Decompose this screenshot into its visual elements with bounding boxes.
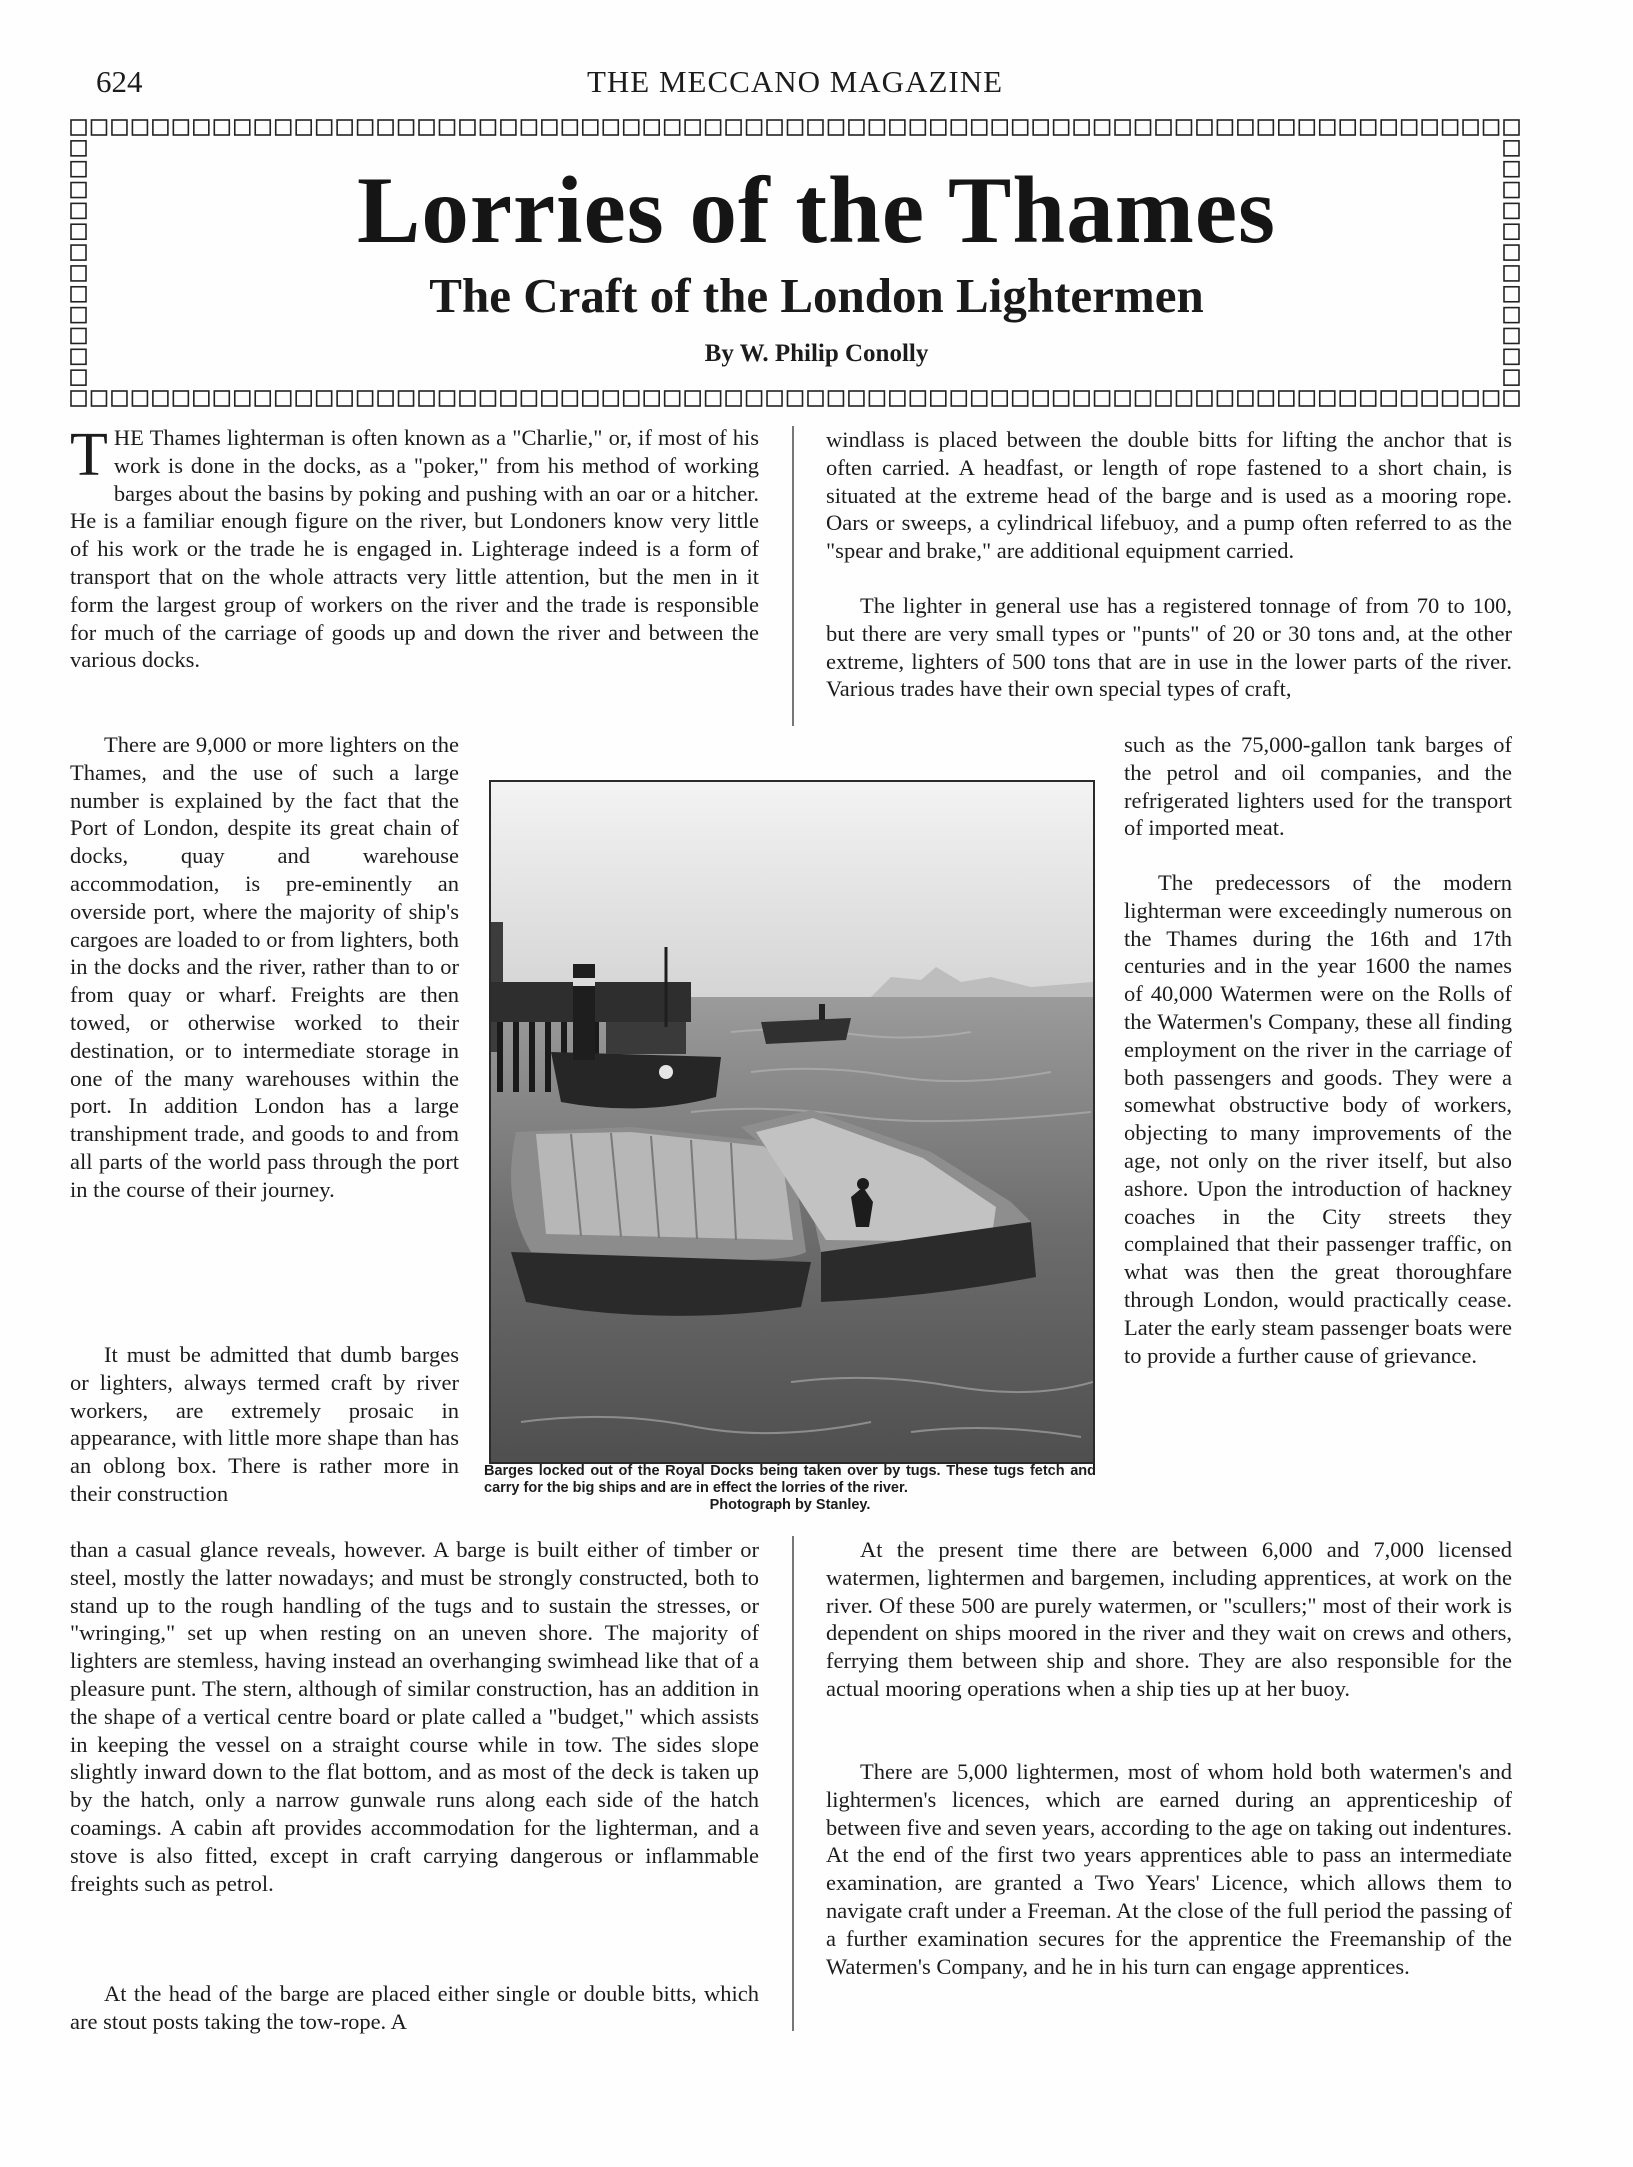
page-number: 624: [96, 64, 143, 99]
article-byline: By W. Philip Conolly: [704, 340, 929, 367]
photo-credit: Photograph by Stanley.: [709, 1497, 871, 1513]
magazine-name: THE MECCANO MAGAZINE: [586, 64, 1004, 99]
running-header: [70, 62, 1520, 102]
photo-caption: Barges locked out of the Royal Docks being taken over by tugs. These tugs fetch and carry for the big ships and are in effect the lorries of the river. Photograph by Stanley.: [484, 1463, 1096, 1513]
right-paragraph-3: The predecessors of the modern lighterman were exceedingly numerous on the Thames during the 16th and 17th centuries and in the year 1600 the names of 40,000 Watermen were on the Rolls of the Watermen's Company, these all finding employment on the river in the carriage of both passengers and goods. They were a somewhat obstructive body of workers, objecting to many improvements of the age, not only on the river itself, but also ashore. Upon the introduction of hackney coaches in the City streets they complained that their passenger traffic, on what was then the great thoroughfare through London, would practically cease. Later the early steam passenger boats were to provide a further cause of grievance.: [1124, 870, 1512, 1368]
drop-cap: T: [70, 421, 108, 489]
right-paragraph-2a: The lighter in general use has a registered tonnage of from 70 to 100, but there are very small types or "punts" of 20 or 30 tons and, at the other extreme, lighters of 500 tons that are in use in the lower parts of the river. Various trades have their own special types of craft,: [826, 593, 1512, 702]
column-rule-bottom: [792, 1536, 794, 2031]
column-rule-top: [792, 426, 794, 726]
barges-photograph: [489, 780, 1095, 1464]
article-title: Lorries of the Thames: [356, 157, 1276, 263]
right-paragraph-4: At the present time there are between 6,000 and 7,000 licensed watermen, lightermen and bargemen, including apprentices, at work on the river. Of these 500 are purely watermen, or "scullers;" most of their work is dependent on ships moored in the river and they wait on crews and others, ferrying them between ship and shore. They are also responsible for the actual mooring operations when a ship ties up at her buoy.: [826, 1537, 1512, 1701]
barges-and-tug-image: [491, 782, 1093, 1462]
article-subtitle: The Craft of the London Lightermen: [429, 268, 1204, 323]
left-paragraph-3a: It must be admitted that dumb barges or lighters, always termed craft by river workers, are extremely prosaic in appearance, with little more shape than has an oblong box. There is rather more in their construction: [70, 1342, 459, 1506]
right-paragraph-5: There are 5,000 lightermen, most of whom hold both watermen's and lightermen's licences, which are earned during an apprenticeship of between five and seven years, according to the age on taking out indentures. At the end of the first two years apprentices able to pass an intermediate examination, are granted a Two Years' Licence, which allows them to navigate craft under a Freeman. At the close of the full period the passing of a further examination secures for the apprentice the Freemanship of the Watermen's Company, and he in his turn can engage apprentices.: [826, 1759, 1513, 1979]
right-paragraph-2b: such as the 75,000-gallon tank barges of the petrol and oil companies, and the refrigerated lighters used for the transport of imported meat.: [1124, 732, 1512, 841]
left-paragraph-1: THE Thames lighterman is often known as a "Charlie," or, if most of his work is done in the docks, as a "poker," from his method of working barges about the basins by poking and pushing with an oar or a hitcher. He is a familiar enough figure on the river, but Londoners know very little of his work or the trade he is engaged in. Lighterage indeed is a form of transport that on the whole attracts very little attention, but the men in it form the largest group of workers on the river and the trade is responsible for much of the carriage of goods up and down the river and between the various docks.: [70, 421, 759, 673]
right-paragraph-1: windlass is placed between the double bitts for lifting the anchor that is often carried. A headfast, or length of rope fastened to a short chain, is situated at the extreme head of the barge and is used as a mooring rope. Oars or sweeps, a cylindrical lifebuoy, and a pump often referred to as the "spear and brake," are additional equipment carried.: [826, 427, 1512, 564]
left-paragraph-3b: than a casual glance reveals, however. A barge is built either of timber or steel, mostly the latter nowadays; and must be strongly constructed, both to stand up to the rough handling of the tugs and to sustain the stresses, or "wringing," set up when resting on an uneven shore. The majority of lighters are stemless, having instead an overhanging swimhead like that of a pleasure punt. The stern, although of similar construction, has an addition in the shape of a vertical centre board or plate called a "budget," which assists in keeping the vessel on a straight course while in tow. The sides slope slightly inward down to the flat bottom, and as most of the deck is taken up by the hatch, only a narrow gunwale runs along each side of the hatch coamings. A cabin aft provides accommodation for the lighterman, and a stove is also fitted, except in craft carrying dangerous or inflammable freights such as petrol.: [70, 1537, 759, 1896]
left-paragraph-2: There are 9,000 or more lighters on the Thames, and the use of such a large number is explained by the fact that the Port of London, despite its great chain of docks, quay and warehouse accommodation, is pre-eminently an overside port, where the majority of ship's cargoes are loaded to or from lighters, both in the docks and the river, rather than to or from quay or wharf. Freights are then towed, or otherwise worked to their destination, or to intermediate storage in one of the many warehouses within the port. In addition London has a large transhipment trade, and goods to and from all parts of the world pass through the port in the course of their journey.: [70, 732, 459, 1202]
left-paragraph-4: At the head of the barge are placed either single or double bitts, which are stout posts taking the tow-rope. A: [70, 1981, 759, 2034]
